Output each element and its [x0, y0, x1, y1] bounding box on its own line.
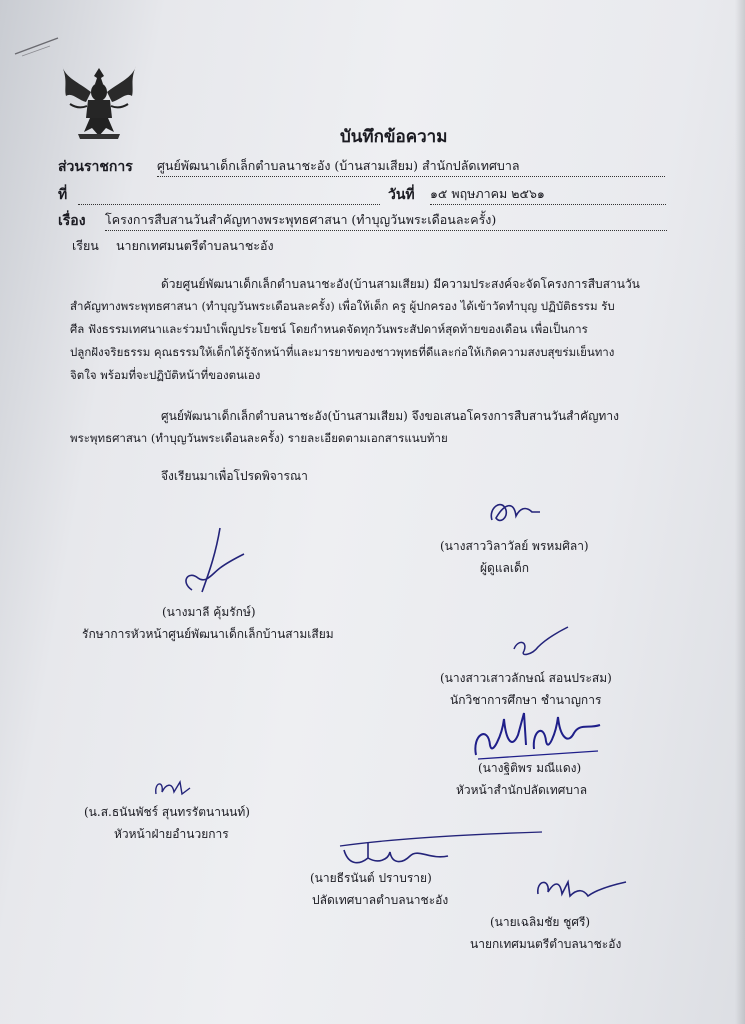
signatory-name: (นางมาลี คุ้มรักษ์)	[162, 605, 256, 619]
subject-label: เรื่อง	[58, 213, 86, 229]
signature	[532, 870, 632, 906]
signatory-name: (นางฐิติพร มณีแดง)	[478, 761, 582, 775]
body-line: ศีล ฟังธรรมเทศนาและร่วมบำเพ็ญประโยชน์ โดยกำหนดจัดทุกวันพระสัปดาห์สุดท้ายของเดือน เพื่อเป็นการ	[70, 322, 588, 336]
agency-label: ส่วนราชการ	[58, 159, 133, 175]
agency-value: ศูนย์พัฒนาเด็กเล็กตำบลนาชะอัง (บ้านสามเสียม) สำนักปลัดเทศบาล	[157, 160, 665, 177]
signatory-position: หัวหน้าสำนักปลัดเทศบาล	[456, 783, 588, 797]
signature	[480, 490, 550, 532]
signatory-name: (น.ส.ธนันพัชร์ สุนทรรัตนานนท์)	[84, 805, 250, 819]
signatory-position: ผู้ดูแลเด็ก	[480, 561, 530, 575]
signature	[506, 625, 576, 665]
ref-label: ที่	[58, 187, 68, 203]
to-value: นายกเทศมนตรีตำบลนาชะอัง	[116, 238, 274, 253]
garuda-emblem	[60, 62, 138, 142]
date-label: วันที่	[388, 187, 415, 203]
signatory-position: ปลัดเทศบาลตำบลนาชะอัง	[312, 893, 449, 907]
signatory-position: หัวหน้าฝ่ายอำนวยการ	[114, 827, 229, 841]
subject-value: โครงการสืบสานวันสำคัญทางพระพุทธศาสนา (ทำบุญวันพระเดือนละครั้ง)	[105, 214, 667, 231]
body-line: สำคัญทางพระพุทธศาสนา (ทำบุญวันพระเดือนละครั้ง) เพื่อให้เด็ก ครู ผู้ปกครอง ได้เข้าวัดทำบุญ ปฏิบัติธรรม รับ	[70, 299, 615, 313]
body-line: ปลูกฝังจริยธรรม คุณธรรมให้เด็กได้รู้จักหน้าที่และมารยาทของชาวพุทธที่ดีและก่อให้เกิดความสงบสุขร่มเย็นทาง	[70, 345, 615, 359]
body-line: ด้วยศูนย์พัฒนาเด็กเล็กตำบลนาชะอัง(บ้านสามเสียม) มีความประสงค์จะจัดโครงการสืบสานวัน	[161, 277, 640, 291]
closing-line: จึงเรียนมาเพื่อโปรดพิจารณา	[161, 469, 308, 483]
signatory-name: (นางสาวเสาวลักษณ์ สอนประสม)	[440, 671, 612, 685]
signatory-position: รักษาการหัวหน้าศูนย์พัฒนาเด็กเล็กบ้านสามเสียม	[82, 627, 334, 641]
to-label: เรียน	[72, 238, 99, 253]
signatory-position: นักวิชาการศึกษา ชำนาญการ	[450, 693, 602, 707]
signature	[172, 522, 252, 602]
pencil-mark	[10, 32, 70, 62]
ref-value	[78, 188, 380, 205]
body-line: พระพุทธศาสนา (ทำบุญวันพระเดือนละครั้ง) รายละเอียดตามเอกสารแนบท้าย	[70, 431, 448, 445]
signatory-name: (นางสาววิลาวัลย์ พรหมศิลา)	[440, 539, 589, 553]
signatory-name: (นายธีรนันต์ ปราบราย)	[310, 871, 432, 885]
signature	[150, 774, 200, 802]
body-line: ศูนย์พัฒนาเด็กเล็กตำบลนาชะอัง(บ้านสามเสียม) จึงขอเสนอโครงการสืบสานวันสำคัญทาง	[161, 409, 619, 423]
signature	[468, 705, 608, 765]
signatory-name: (นายเฉลิมชัย ชูศรี)	[490, 915, 591, 929]
memo-title: บันทึกข้อความ	[340, 127, 448, 147]
signatory-position: นายกเทศมนตรีตำบลนาชะอัง	[470, 937, 622, 951]
date-value: ๑๕ พฤษภาคม ๒๕๖๑	[430, 188, 666, 205]
signature	[338, 830, 548, 874]
body-line: จิตใจ พร้อมที่จะปฏิบัติหน้าที่ของตนเอง	[70, 368, 261, 382]
